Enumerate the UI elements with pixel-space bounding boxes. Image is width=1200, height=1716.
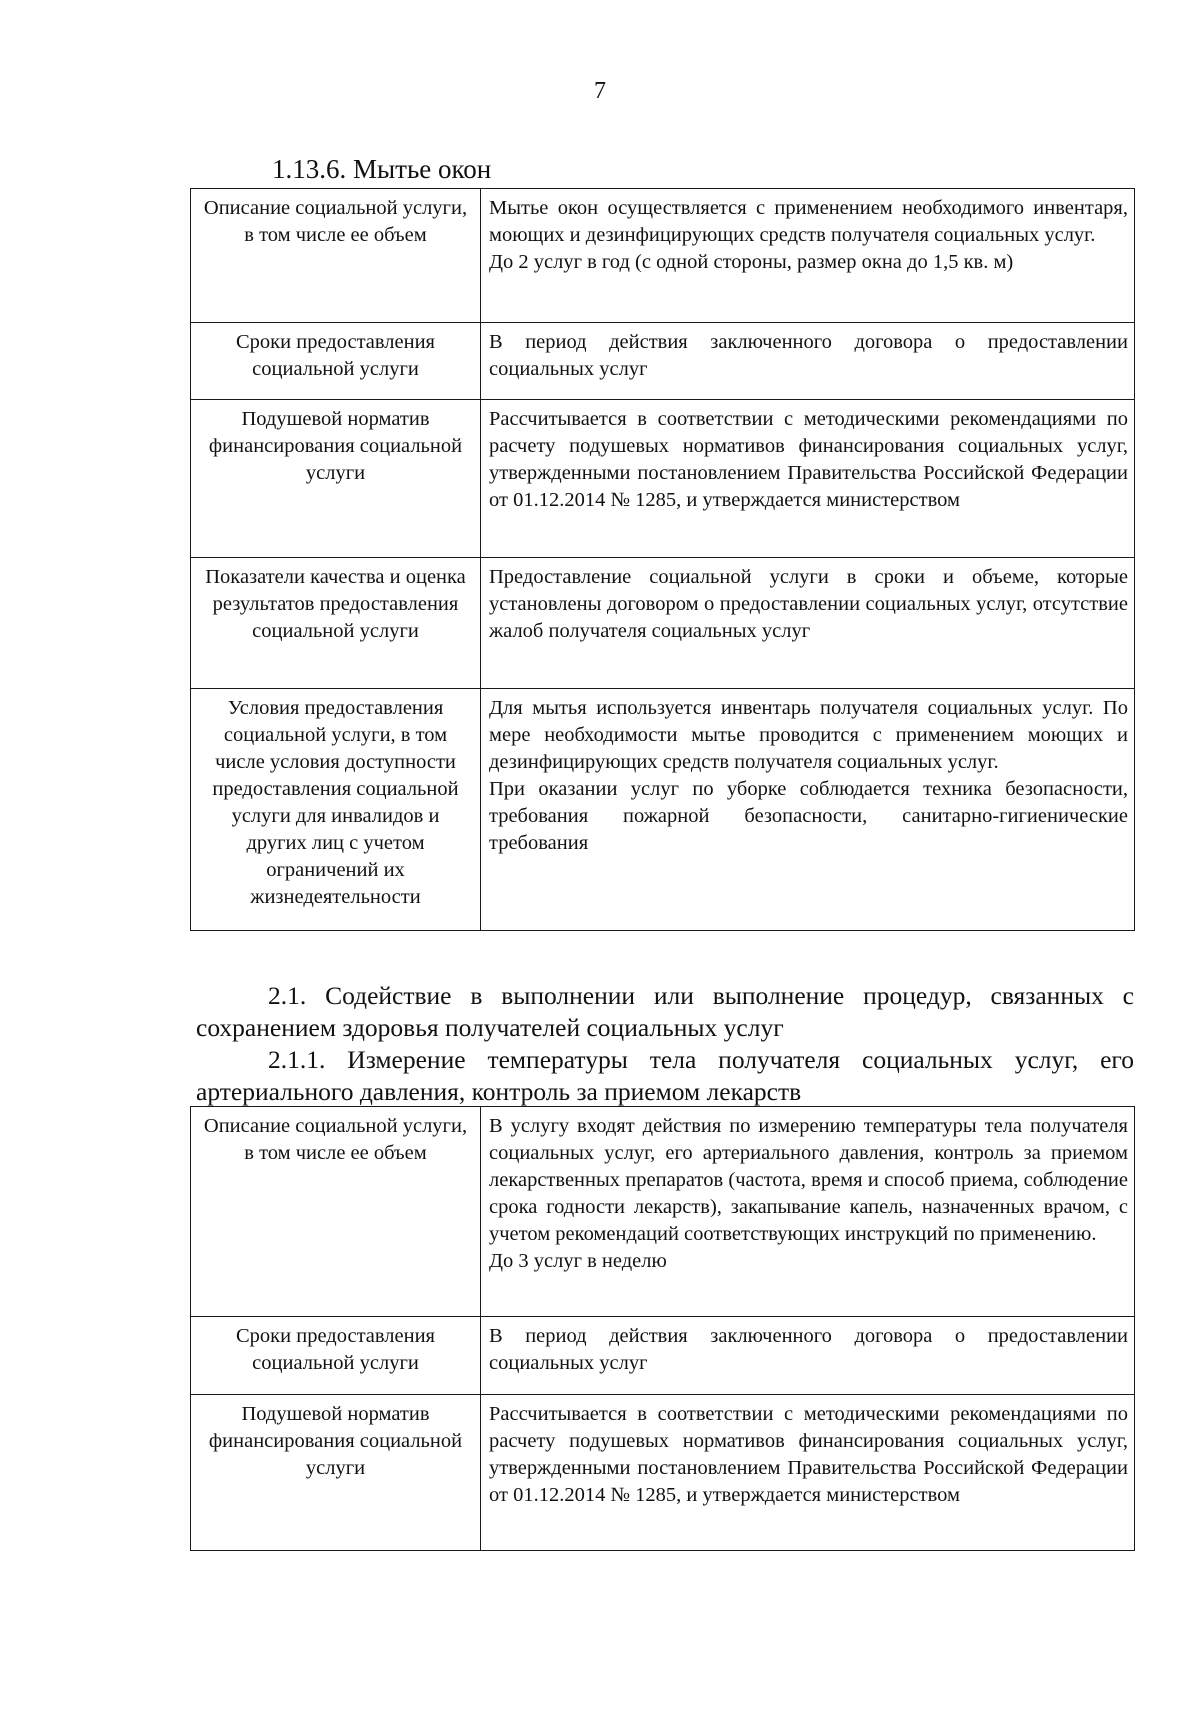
- row-label: Сроки предоставления социальной услуги: [191, 1317, 481, 1395]
- table-row: [191, 189, 1135, 323]
- service-table-health-procedures: [190, 1106, 1135, 1551]
- row-value-text: Для мытья используется инвентарь получателя социальных услуг. По мере необходимости мытье проводится с применением моющих и дезинфицирующих средств получателя социальных услуг.: [489, 697, 1128, 773]
- page-number: 7: [594, 78, 606, 104]
- table-row: [191, 1317, 1135, 1395]
- row-value: Рассчитывается в соответствии с методическими рекомендациями по расчету подушевых нормативов финансирования социальных услуг, утвержденными постановлением Правительства Российской Федерации от 01.12.2014 № 1285, и утверждается министерством: [481, 400, 1135, 558]
- section-heading-2-1: 2.1. Содействие в выполнении или выполнение процедур, связанных с сохранением здоровья получателей социальных услуг: [196, 981, 1134, 1042]
- row-value-extra: До 3 услуг в неделю: [489, 1250, 667, 1272]
- row-value: [481, 689, 1135, 931]
- row-value: В период действия заключенного договора о предоставлении социальных услуг: [481, 1317, 1135, 1395]
- row-value: [481, 189, 1135, 323]
- row-value: В период действия заключенного договора о предоставлении социальных услуг: [481, 323, 1135, 400]
- row-label: Показатели качества и оценка результатов предоставления социальной услуги: [191, 558, 481, 689]
- row-label: Описание социальной услуги, в том числе ее объем: [191, 189, 481, 323]
- table-row: [191, 689, 1135, 931]
- row-label: Условия предоставления социальной услуги, в том числе условия доступности предоставления социальной услуги для инвалидов и других лиц с учетом ограничений их жизнедеятельности: [191, 689, 481, 931]
- section-heading-2-1-1: 2.1.1. Измерение температуры тела получателя социальных услуг, его артериального давления, контроль за приемом лекарств: [196, 1045, 1134, 1106]
- table-row: [191, 1395, 1135, 1551]
- table-row: [191, 558, 1135, 689]
- row-value: Предоставление социальной услуги в сроки и объеме, которые установлены договором о предоставлении социальных услуг, отсутствие жалоб получателя социальных услуг: [481, 558, 1135, 689]
- row-label: Описание социальной услуги, в том числе ее объем: [191, 1107, 481, 1317]
- row-value: Рассчитывается в соответствии с методическими рекомендациями по расчету подушевых нормативов финансирования социальных услуг, утвержденными постановлением Правительства Российской Федерации от 01.12.2014 № 1285, и утверждается министерством: [481, 1395, 1135, 1551]
- row-value-extra: При оказании услуг по уборке соблюдается техника безопасности, требования пожарной безопасности, санитарно-гигиенические требования: [489, 778, 1128, 854]
- table-row: [191, 323, 1135, 400]
- service-table-window-washing: [190, 188, 1135, 931]
- row-label: Подушевой норматив финансирования социальной услуги: [191, 1395, 481, 1551]
- section-title-1-13-6: 1.13.6. Мытье окон: [272, 154, 492, 184]
- row-value: [481, 1107, 1135, 1317]
- row-value-text: Мытье окон осуществляется с применением необходимого инвентаря, моющих и дезинфицирующих средств получателя социальных услуг.: [489, 197, 1128, 246]
- row-value-text: В услугу входят действия по измерению температуры тела получателя социальных услуг, его артериального давления, контроль за приемом лекарственных препаратов (частота, время и способ приема, соблюдение срока годности лекарств), закапывание капель, назначенных врачом, с учетом рекомендаций соответствующих инструкций по применению.: [489, 1115, 1128, 1245]
- row-label: Подушевой норматив финансирования социальной услуги: [191, 400, 481, 558]
- table-row: [191, 1107, 1135, 1317]
- row-label: Сроки предоставления социальной услуги: [191, 323, 481, 400]
- row-value-extra: До 2 услуг в год (с одной стороны, размер окна до 1,5 кв. м): [489, 251, 1014, 273]
- table-row: [191, 400, 1135, 558]
